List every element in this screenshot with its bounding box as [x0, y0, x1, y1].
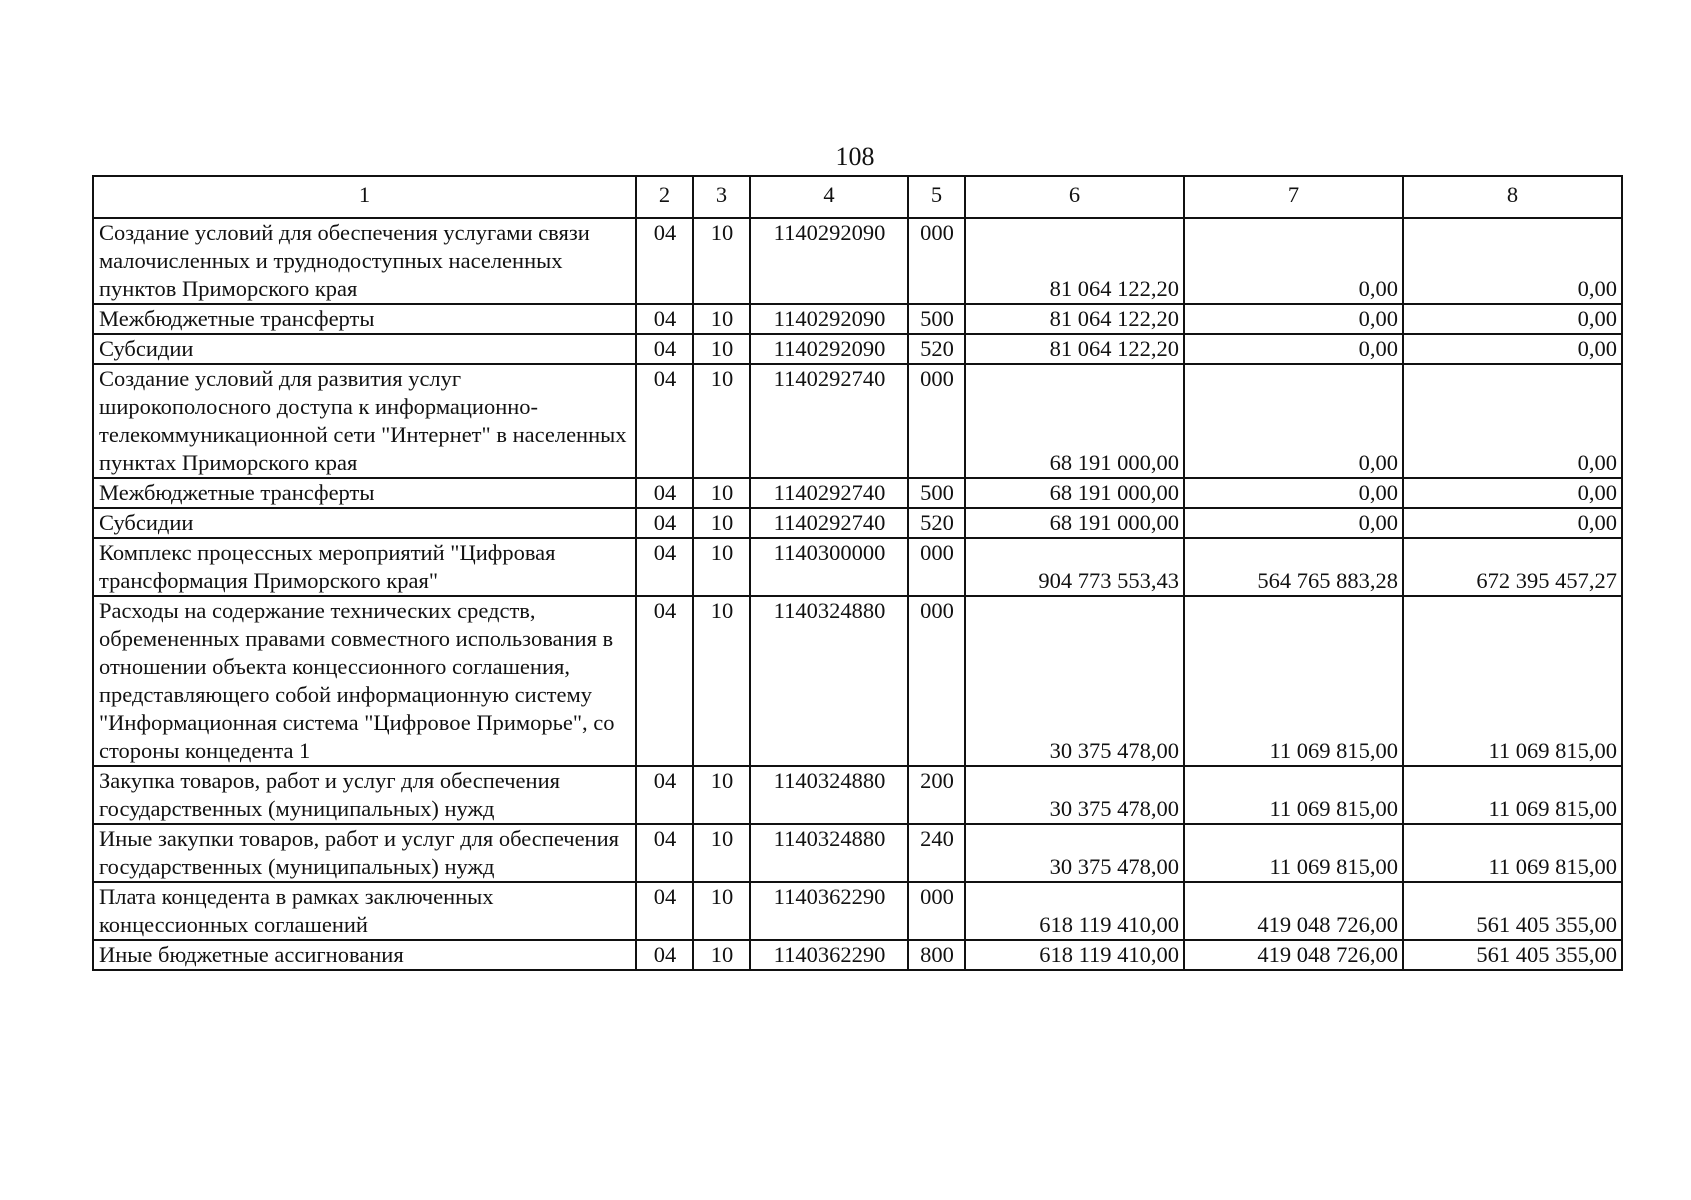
row-name: Расходы на содержание технических средств, обремененных правами совместного использования в отношении объекта концессионного соглашения, представляющего собой информационную систему "Информационная система "Цифровое Приморье", со стороны концедента 1 — [93, 596, 636, 766]
expense-type-code: 200 — [908, 766, 965, 824]
expense-type-code: 520 — [908, 334, 965, 364]
amount-col-6: 81 064 122,20 — [965, 334, 1184, 364]
amount-col-8: 0,00 — [1403, 304, 1622, 334]
expense-type-code: 000 — [908, 596, 965, 766]
subsection-code: 10 — [693, 478, 750, 508]
section-code: 04 — [636, 596, 693, 766]
table-row — [93, 824, 1622, 882]
page-number: 108 — [835, 142, 875, 171]
column-header-8: 8 — [1403, 176, 1622, 218]
amount-col-7: 0,00 — [1184, 334, 1403, 364]
amount-col-8: 561 405 355,00 — [1403, 882, 1622, 940]
expense-type-code: 800 — [908, 940, 965, 970]
amount-col-7: 419 048 726,00 — [1184, 882, 1403, 940]
expense-type-code: 000 — [908, 364, 965, 478]
amount-col-8: 0,00 — [1403, 364, 1622, 478]
target-article-code: 1140292740 — [750, 364, 908, 478]
amount-col-8: 11 069 815,00 — [1403, 596, 1622, 766]
column-header-5: 5 — [908, 176, 965, 218]
row-name: Межбюджетные трансферты — [93, 304, 636, 334]
subsection-code: 10 — [693, 882, 750, 940]
amount-col-6: 81 064 122,20 — [965, 304, 1184, 334]
amount-col-7: 0,00 — [1184, 478, 1403, 508]
section-code: 04 — [636, 508, 693, 538]
amount-col-7: 564 765 883,28 — [1184, 538, 1403, 596]
target-article-code: 1140292090 — [750, 334, 908, 364]
section-code: 04 — [636, 538, 693, 596]
subsection-code: 10 — [693, 538, 750, 596]
section-code: 04 — [636, 882, 693, 940]
table-row — [93, 364, 1622, 478]
amount-col-6: 68 191 000,00 — [965, 478, 1184, 508]
column-header-3: 3 — [693, 176, 750, 218]
row-name: Создание условий для обеспечения услугами связи малочисленных и труднодоступных населенных пунктов Приморского края — [93, 218, 636, 304]
section-code: 04 — [636, 478, 693, 508]
amount-col-6: 618 119 410,00 — [965, 940, 1184, 970]
table-header-row — [93, 176, 1622, 218]
column-header-7: 7 — [1184, 176, 1403, 218]
table-row — [93, 538, 1622, 596]
section-code: 04 — [636, 334, 693, 364]
column-header-2: 2 — [636, 176, 693, 218]
amount-col-7: 419 048 726,00 — [1184, 940, 1403, 970]
section-code: 04 — [636, 364, 693, 478]
amount-col-8: 11 069 815,00 — [1403, 766, 1622, 824]
amount-col-8: 0,00 — [1403, 508, 1622, 538]
subsection-code: 10 — [693, 364, 750, 478]
amount-col-6: 904 773 553,43 — [965, 538, 1184, 596]
amount-col-8: 561 405 355,00 — [1403, 940, 1622, 970]
amount-col-8: 0,00 — [1403, 334, 1622, 364]
target-article-code: 1140292740 — [750, 508, 908, 538]
column-header-1: 1 — [93, 176, 636, 218]
row-name: Межбюджетные трансферты — [93, 478, 636, 508]
amount-col-6: 30 375 478,00 — [965, 596, 1184, 766]
row-name: Закупка товаров, работ и услуг для обеспечения государственных (муниципальных) нужд — [93, 766, 636, 824]
subsection-code: 10 — [693, 334, 750, 364]
amount-col-7: 0,00 — [1184, 508, 1403, 538]
target-article-code: 1140362290 — [750, 882, 908, 940]
amount-col-8: 11 069 815,00 — [1403, 824, 1622, 882]
table-row — [93, 766, 1622, 824]
amount-col-7: 11 069 815,00 — [1184, 596, 1403, 766]
row-name: Субсидии — [93, 508, 636, 538]
table-row — [93, 218, 1622, 304]
amount-col-6: 81 064 122,20 — [965, 218, 1184, 304]
amount-col-7: 0,00 — [1184, 218, 1403, 304]
column-header-4: 4 — [750, 176, 908, 218]
amount-col-7: 0,00 — [1184, 304, 1403, 334]
table-row — [93, 334, 1622, 364]
expense-type-code: 000 — [908, 882, 965, 940]
section-code: 04 — [636, 940, 693, 970]
budget-table — [92, 175, 1623, 971]
expense-type-code: 000 — [908, 218, 965, 304]
amount-col-6: 30 375 478,00 — [965, 824, 1184, 882]
amount-col-7: 0,00 — [1184, 364, 1403, 478]
expense-type-code: 240 — [908, 824, 965, 882]
row-name: Субсидии — [93, 334, 636, 364]
target-article-code: 1140324880 — [750, 766, 908, 824]
amount-col-6: 618 119 410,00 — [965, 882, 1184, 940]
subsection-code: 10 — [693, 304, 750, 334]
row-name: Плата концедента в рамках заключенных концессионных соглашений — [93, 882, 636, 940]
subsection-code: 10 — [693, 596, 750, 766]
row-name: Иные бюджетные ассигнования — [93, 940, 636, 970]
expense-type-code: 000 — [908, 538, 965, 596]
subsection-code: 10 — [693, 940, 750, 970]
amount-col-7: 11 069 815,00 — [1184, 824, 1403, 882]
table-row — [93, 596, 1622, 766]
target-article-code: 1140324880 — [750, 596, 908, 766]
section-code: 04 — [636, 766, 693, 824]
section-code: 04 — [636, 304, 693, 334]
amount-col-7: 11 069 815,00 — [1184, 766, 1403, 824]
amount-col-6: 68 191 000,00 — [965, 364, 1184, 478]
amount-col-6: 68 191 000,00 — [965, 508, 1184, 538]
section-code: 04 — [636, 824, 693, 882]
amount-col-6: 30 375 478,00 — [965, 766, 1184, 824]
table-row — [93, 508, 1622, 538]
expense-type-code: 520 — [908, 508, 965, 538]
amount-col-8: 0,00 — [1403, 478, 1622, 508]
amount-col-8: 0,00 — [1403, 218, 1622, 304]
table-row — [93, 940, 1622, 970]
expense-type-code: 500 — [908, 304, 965, 334]
subsection-code: 10 — [693, 824, 750, 882]
subsection-code: 10 — [693, 766, 750, 824]
target-article-code: 1140324880 — [750, 824, 908, 882]
amount-col-8: 672 395 457,27 — [1403, 538, 1622, 596]
subsection-code: 10 — [693, 508, 750, 538]
target-article-code: 1140292090 — [750, 304, 908, 334]
row-name: Комплекс процессных мероприятий "Цифровая трансформация Приморского края" — [93, 538, 636, 596]
target-article-code: 1140292740 — [750, 478, 908, 508]
target-article-code: 1140300000 — [750, 538, 908, 596]
subsection-code: 10 — [693, 218, 750, 304]
expense-type-code: 500 — [908, 478, 965, 508]
table-row — [93, 304, 1622, 334]
table-row — [93, 882, 1622, 940]
table-row — [93, 478, 1622, 508]
row-name: Иные закупки товаров, работ и услуг для обеспечения государственных (муниципальных) нужд — [93, 824, 636, 882]
section-code: 04 — [636, 218, 693, 304]
target-article-code: 1140292090 — [750, 218, 908, 304]
column-header-6: 6 — [965, 176, 1184, 218]
row-name: Создание условий для развития услуг широкополосного доступа к информационно-телекоммуникационной сети "Интернет" в населенных пунктах Приморского края — [93, 364, 636, 478]
target-article-code: 1140362290 — [750, 940, 908, 970]
